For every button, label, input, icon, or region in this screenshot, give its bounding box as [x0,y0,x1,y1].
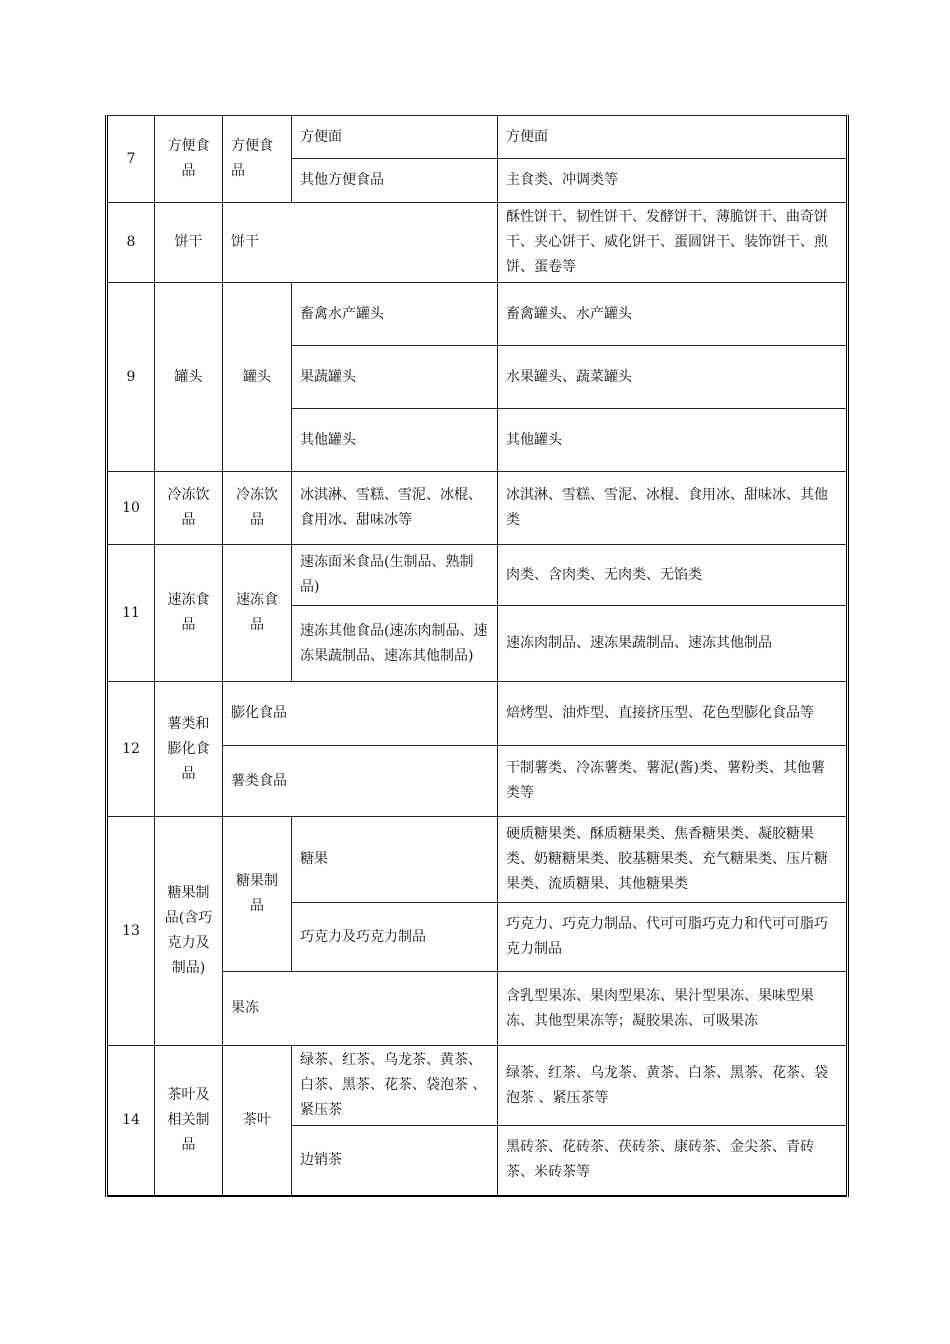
item-detail-cell: 巧克力、巧克力制品、代可可脂巧克力和代可可脂巧克力制品 [498,903,848,972]
item-detail-cell: 肉类、含肉类、无肉类、无馅类 [498,545,848,606]
item-name-cell: 果冻 [223,972,498,1046]
item-detail-cell: 水果罐头、蔬菜罐头 [498,346,848,409]
item-detail-cell: 方便面 [498,116,848,159]
table-row [107,1046,848,1126]
subcategory-cell: 冷冻饮品 [223,472,292,545]
food-category-table [105,115,849,1197]
item-detail-cell: 酥性饼干、韧性饼干、发酵饼干、薄脆饼干、曲奇饼干、夹心饼干、威化饼干、蛋圆饼干、装饰饼干、煎饼、蛋卷等 [498,203,848,283]
item-name-cell: 薯类食品 [223,746,498,817]
item-name-cell: 畜禽水产罐头 [292,283,498,346]
item-detail-cell: 干制薯类、冷冻薯类、薯泥(酱)类、薯粉类、其他薯类等 [498,746,848,817]
item-detail-cell: 冰淇淋、雪糕、雪泥、冰棍、食用冰、甜味冰、其他类 [498,472,848,545]
subcategory-cell: 方便食品 [223,116,292,203]
row-number: 11 [107,545,155,682]
item-detail-cell: 畜禽罐头、水产罐头 [498,283,848,346]
category-cell: 速冻食品 [155,545,223,682]
row-number: 10 [107,472,155,545]
item-detail-cell: 绿茶、红茶、乌龙茶、黄茶、白茶、黑茶、花茶、袋泡茶 、紧压茶等 [498,1046,848,1126]
table-row [107,283,848,346]
item-name-cell: 速冻面米食品(生制品、熟制品) [292,545,498,606]
row-number: 13 [107,817,155,1046]
subcategory-cell: 速冻食品 [223,545,292,682]
category-cell: 冷冻饮品 [155,472,223,545]
item-detail-cell: 其他罐头 [498,409,848,472]
category-cell: 糖果制品(含巧克力及制品) [155,817,223,1046]
category-cell: 饼干 [155,203,223,283]
item-detail-cell: 含乳型果冻、果肉型果冻、果汁型果冻、果味型果冻、其他型果冻等；凝胶果冻、可吸果冻 [498,972,848,1046]
item-detail-cell: 焙烤型、油炸型、直接挤压型、花色型膨化食品等 [498,682,848,746]
row-number: 8 [107,203,155,283]
row-number: 14 [107,1046,155,1196]
row-number: 9 [107,283,155,472]
category-cell: 茶叶及相关制品 [155,1046,223,1196]
table-row [107,203,848,283]
subcategory-cell: 糖果制品 [223,817,292,972]
category-cell: 薯类和膨化食品 [155,682,223,817]
category-cell: 罐头 [155,283,223,472]
item-name-cell: 方便面 [292,116,498,159]
item-detail-cell: 速冻肉制品、速冻果蔬制品、速冻其他制品 [498,606,848,682]
item-name-cell: 绿茶、红茶、乌龙茶、黄茶、白茶、黑茶、花茶、袋泡茶 、紧压茶 [292,1046,498,1126]
row-number: 12 [107,682,155,817]
subcategory-cell: 饼干 [223,203,498,283]
category-cell: 方便食品 [155,116,223,203]
item-name-cell: 其他方便食品 [292,159,498,203]
subcategory-cell: 罐头 [223,283,292,472]
item-name-cell: 边销茶 [292,1126,498,1196]
item-detail-cell: 硬质糖果类、酥质糖果类、焦香糖果类、凝胶糖果类、奶糖糖果类、胶基糖果类、充气糖果类、压片糖果类、流质糖果、其他糖果类 [498,817,848,903]
item-name-cell: 糖果 [292,817,498,903]
item-detail-cell: 主食类、冲调类等 [498,159,848,203]
table-row [107,472,848,545]
table-row [107,817,848,903]
item-name-cell: 巧克力及巧克力制品 [292,903,498,972]
row-number: 7 [107,116,155,203]
table-row [107,545,848,606]
item-name-cell: 冰淇淋、雪糕、雪泥、冰棍、食用冰、甜味冰等 [292,472,498,545]
item-name-cell: 果蔬罐头 [292,346,498,409]
item-name-cell: 膨化食品 [223,682,498,746]
item-detail-cell: 黑砖茶、花砖茶、茯砖茶、康砖茶、金尖茶、青砖茶、米砖茶等 [498,1126,848,1196]
item-name-cell: 其他罐头 [292,409,498,472]
subcategory-cell: 茶叶 [223,1046,292,1196]
item-name-cell: 速冻其他食品(速冻肉制品、速冻果蔬制品、速冻其他制品) [292,606,498,682]
table-row [107,116,848,159]
table-row [107,682,848,746]
